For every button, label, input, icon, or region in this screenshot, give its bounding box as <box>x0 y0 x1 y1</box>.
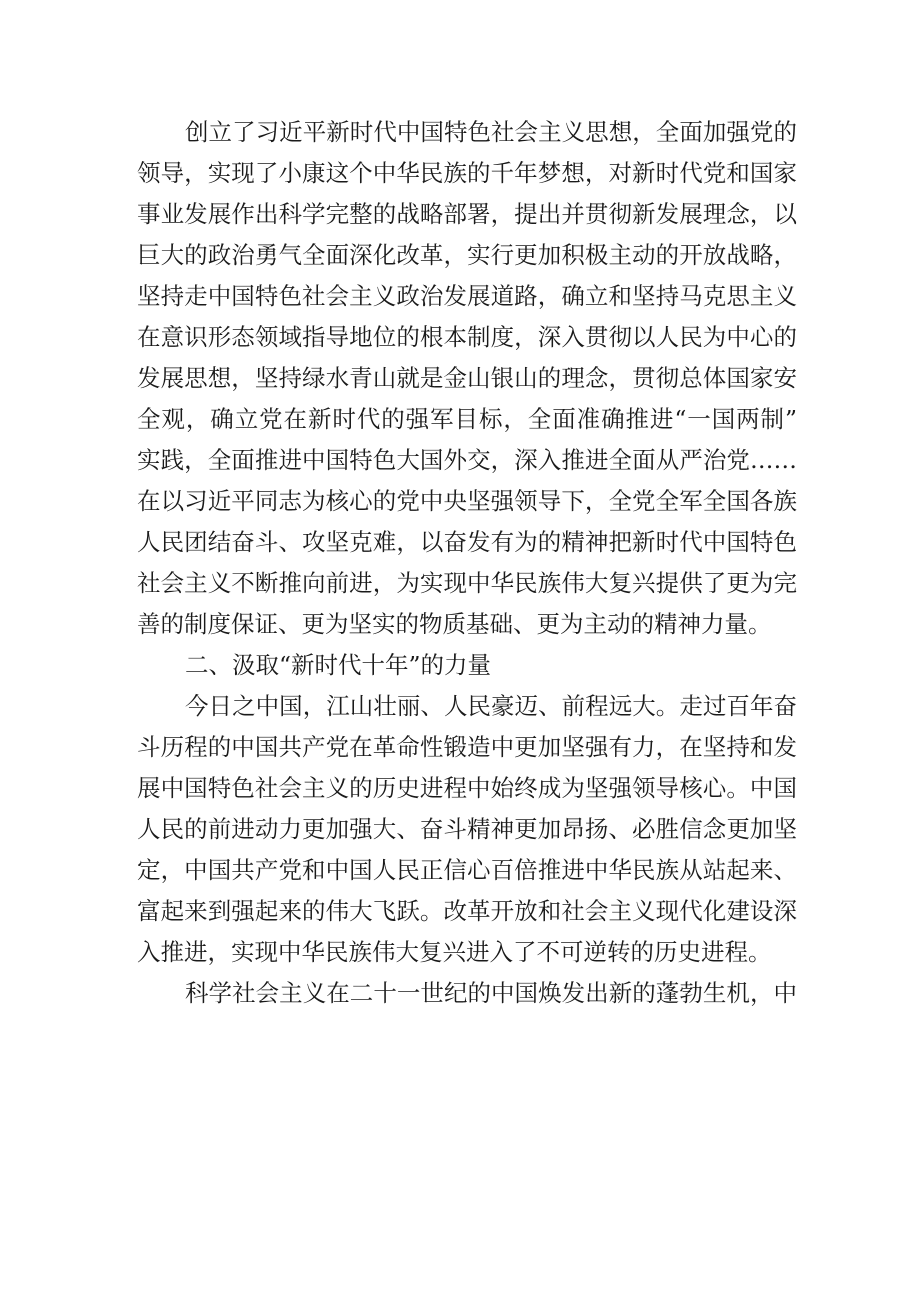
paragraph-line: 事业发展作出科学完整的战略部署，提出并贯彻新发展理念，以 <box>137 200 797 228</box>
paragraph-line: 发展思想，坚持绿水青山就是金山银山的理念，贯彻总体国家安 <box>137 364 797 392</box>
paragraph-line: 斗历程的中国共产党在革命性锻造中更加坚强有力，在坚持和发 <box>137 733 797 761</box>
paragraph-line: 定，中国共产党和中国人民正信心百倍推进中华民族从站起来、 <box>137 856 797 884</box>
paragraph-line: 善的制度保证、更为坚实的物质基础、更为主动的精神力量。 <box>137 610 772 638</box>
paragraph-line: 实践，全面推进中国特色大国外交，深入推进全面从严治党…… <box>137 446 797 474</box>
paragraph-continuation <box>137 112 797 645</box>
paragraph-line: 人民团结奋斗、攻坚克难，以奋发有为的精神把新时代中国特色 <box>137 528 797 556</box>
paragraph-line: 展中国特色社会主义的历史进程中始终成为坚强领导核心。中国 <box>137 774 797 802</box>
paragraph-line: 在以习近平同志为核心的党中央坚强领导下，全党全军全国各族 <box>137 487 797 515</box>
paragraph-line: 人民的前进动力更加强大、奋斗精神更加昂扬、必胜信念更加坚 <box>137 815 797 843</box>
paragraph-line: 富起来到强起来的伟大飞跃。改革开放和社会主义现代化建设深 <box>137 897 797 925</box>
section-heading <box>137 645 797 686</box>
paragraph-line: 坚持走中国特色社会主义政治发展道路，确立和坚持马克思主义 <box>137 282 797 310</box>
paragraph-line: 今日之中国，江山壮丽、人民豪迈、前程远大。走过百年奋 <box>185 692 797 720</box>
paragraph-line: 创立了习近平新时代中国特色社会主义思想，全面加强党的 <box>185 118 797 146</box>
paragraph-line: 入推进，实现中华民族伟大复兴进入了不可逆转的历史进程。 <box>137 938 772 966</box>
paragraph-line: 在意识形态领域指导地位的根本制度，深入贯彻以人民为中心的 <box>137 323 797 351</box>
paragraph-line: 社会主义不断推向前进，为实现中华民族伟大复兴提供了更为完 <box>137 569 797 597</box>
paragraph-line: 领导，实现了小康这个中华民族的千年梦想，对新时代党和国家 <box>137 159 797 187</box>
paragraph-line: 科学社会主义在二十一世纪的中国焕发出新的蓬勃生机，中 <box>185 979 797 1007</box>
document-body <box>137 112 797 1014</box>
paragraph-line: 巨大的政治勇气全面深化改革，实行更加积极主动的开放战略， <box>137 241 797 269</box>
section-heading-text: 二、汲取“新时代十年”的力量 <box>185 651 492 679</box>
paragraph <box>137 973 797 1014</box>
paragraph-line: 全观，确立党在新时代的强军目标，全面准确推进“一国两制” <box>137 405 797 433</box>
paragraph <box>137 686 797 973</box>
